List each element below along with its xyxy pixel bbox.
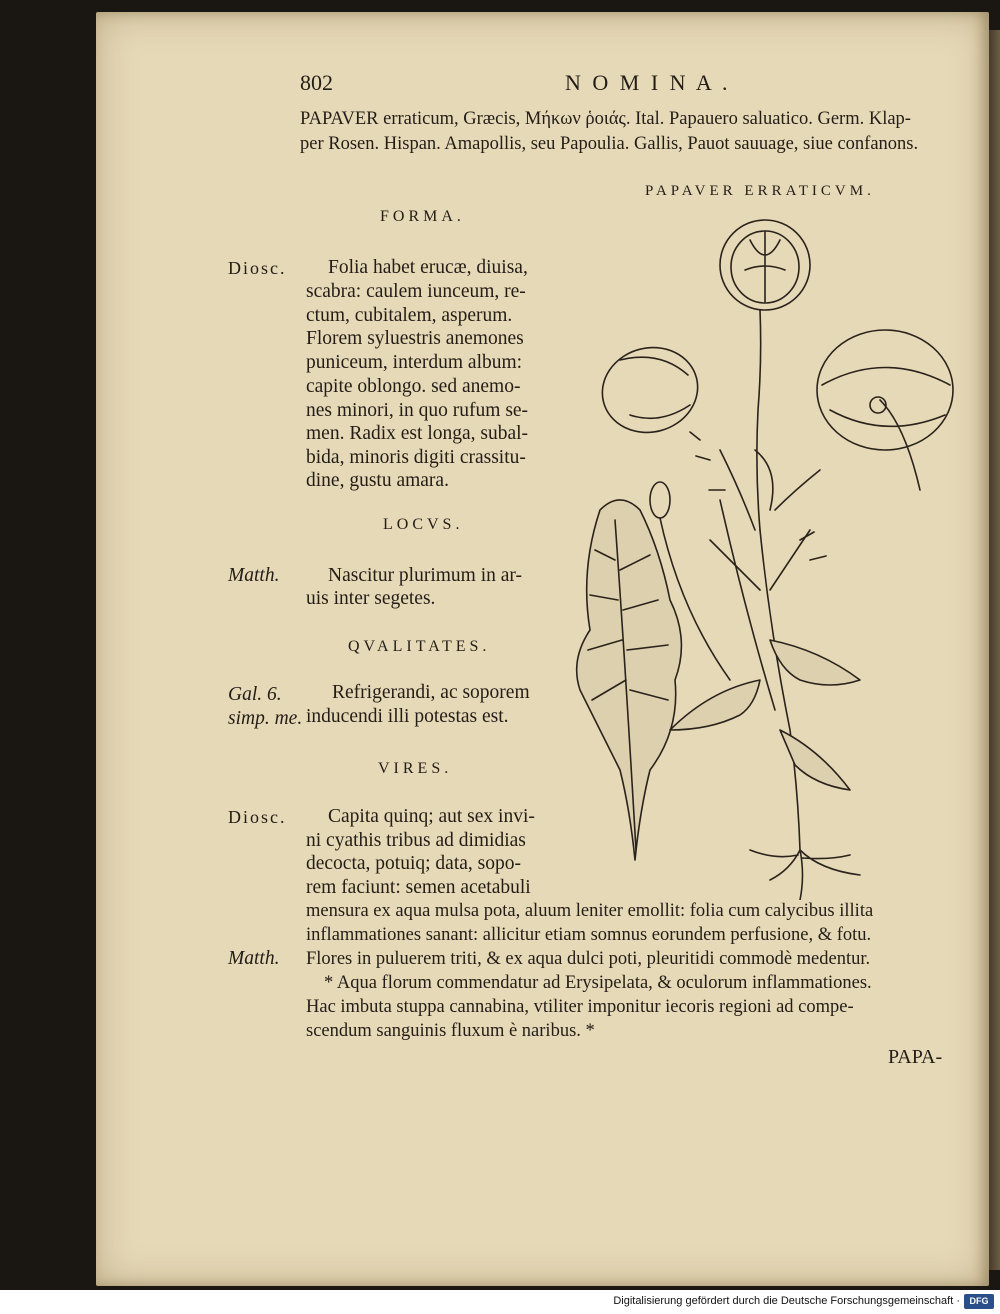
vires-line: inflammationes sanant: allicitur etiam somnus eorundem perfusione, & fotu. — [306, 925, 872, 945]
figure-caption: PAPAVER ERRATICVM. — [645, 183, 875, 199]
page-number: 802 — [300, 70, 333, 95]
forma-line: dine, gustu amara. — [306, 470, 449, 491]
vires-line: Flores in puluerem triti, & ex aqua dulci poti, pleuritidi commodè medentur. — [306, 949, 871, 969]
footer-credit: Digitalisierung gefördert durch die Deutsche Forschungsgemeinschaft · — [613, 1295, 960, 1307]
dfg-logo: DFG — [964, 1294, 994, 1309]
section-heading-forma: FORMA. — [380, 208, 465, 225]
vires-line: mensura ex aqua mulsa pota, aluum leniter emollit: folia cum calycibus illita — [306, 901, 874, 921]
forma-line: Folia habet erucæ, diuisa, — [328, 257, 528, 278]
vires-line: Hac imbuta stuppa cannabina, vtiliter imponitur iecoris regioni ad compe- — [306, 997, 854, 1017]
section-heading-qualitates: QVALITATES. — [348, 638, 491, 655]
nomina-line-1: PAPAVER erraticum, Græcis, Μήκων ῥοιάς. Ital. Papauero saluatico. Germ. Klap- — [300, 109, 911, 129]
forma-line: nes minori, in quo rufum se- — [306, 400, 529, 421]
vires-line: decocta, potuiq; data, sopo- — [306, 853, 521, 874]
marginal-simp: simp. me. — [228, 708, 303, 729]
forma-line: scabra: caulem iunceum, re- — [306, 281, 526, 302]
locus-line: uis inter segetes. — [306, 588, 436, 609]
marginal-diosc-vires: Diosc. — [228, 807, 287, 827]
vires-line: * Aqua florum commendatur ad Erysipelata, & oculorum inflammationes. — [324, 973, 872, 993]
nomina-line-2: per Rosen. Hispan. Amapollis, seu Papoulia. Gallis, Pauot sauuage, siue confanons. — [300, 134, 919, 154]
forma-line: men. Radix est longa, subal- — [306, 423, 529, 444]
qualitates-line: inducendi illi potestas est. — [306, 706, 509, 727]
forma-line: ctum, cubitalem, asperum. — [306, 305, 513, 326]
forma-line: Florem syluestris anemones — [306, 328, 524, 349]
marginal-matth-locus: Matth. — [228, 565, 280, 586]
marginal-diosc-forma: Diosc. — [228, 258, 287, 278]
footer-bar — [0, 1290, 1000, 1314]
locus-line: Nascitur plurimum in ar- — [328, 565, 523, 586]
section-heading-vires: VIRES. — [378, 760, 453, 777]
vires-line: Capita quinq; aut sex invi- — [328, 806, 535, 827]
forma-line: capite oblongo. sed anemo- — [306, 376, 521, 397]
marginal-matth-vires: Matth. — [228, 948, 280, 969]
forma-line: puniceum, interdum album: — [306, 352, 523, 373]
catchword: PAPA- — [888, 1046, 943, 1068]
section-heading-locus: LOCVS. — [383, 516, 464, 533]
running-title: N O M I N A . — [565, 70, 731, 95]
poppy-woodcut-illustration — [560, 210, 980, 900]
vires-line: rem faciunt: semen acetabuli — [306, 877, 531, 898]
qualitates-line: Refrigerandi, ac soporem — [332, 682, 530, 703]
vires-line: ni cyathis tribus ad dimidias — [306, 830, 526, 851]
marginal-gal: Gal. 6. — [228, 684, 282, 705]
vires-line: scendum sanguinis fluxum è naribus. * — [306, 1021, 595, 1041]
forma-line: bida, minoris digiti crassitu- — [306, 447, 526, 468]
